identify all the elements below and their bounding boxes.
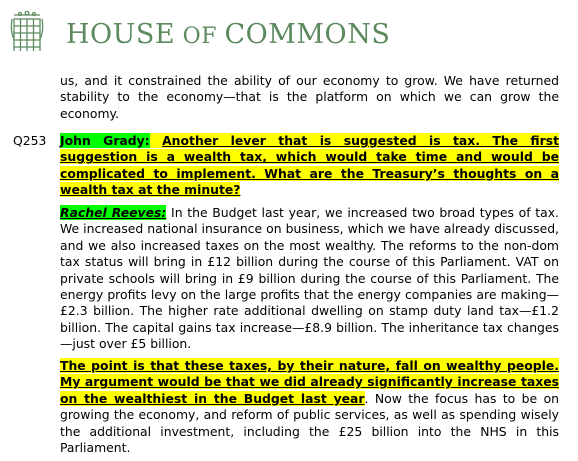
- statement-rest: . Now the focus has to be on growing the economy, and reform of public services, as well as spending wisely the additional investment, including the £25 billion into the NHS in this Parliament.: [60, 390, 559, 456]
- page-header: [10, 8, 390, 60]
- answer-paragraph: [60, 205, 559, 353]
- portcullis-icon: [10, 11, 44, 57]
- paragraph-continuation: us, and it constrained the ability of our economy to grow. We have returned stability to the economy—that is the platform on which we can grow the economy.: [60, 73, 559, 121]
- question-speaker: John Grady:: [60, 133, 150, 148]
- highlighted-statement: The point is that these taxes, by their nature, fall on wealthy people. My argument would be that we did already significantly increase taxes on the wealthiest in the Budget last year: [60, 358, 559, 406]
- answer-continuation: [60, 358, 559, 456]
- answer-text: In the Budget last year, we increased two broad types of tax. We increased national insurance on business, which we have already discussed, and we also increased taxes on the most wealthy. The reforms to the non-dom tax status will bring in £12 billion during the course of this Parliament. VAT on private schools will bring in £9 billion during the course of this Parliament. The energy profits levy on the large profits that the energy companies are making—£2.3 billion. The higher rate additional dwelling on stamp duty land tax—£1.2 billion. The capital gains tax increase—£8.9 billion. The inheritance tax changes—just over £5 billion.: [60, 205, 559, 352]
- question-number: Q253: [13, 133, 47, 148]
- answer-speaker: Rachel Reeves:: [60, 205, 167, 220]
- house-of-commons-title: HOUSE OF COMMONS: [66, 18, 391, 50]
- question-paragraph: [60, 133, 559, 199]
- question-text: Another lever that is suggested is tax. The first suggestion is a wealth tax, which would take time and would be complicated to implement. What are the Treasury’s thoughts on a wealth tax at the minute?: [60, 133, 560, 198]
